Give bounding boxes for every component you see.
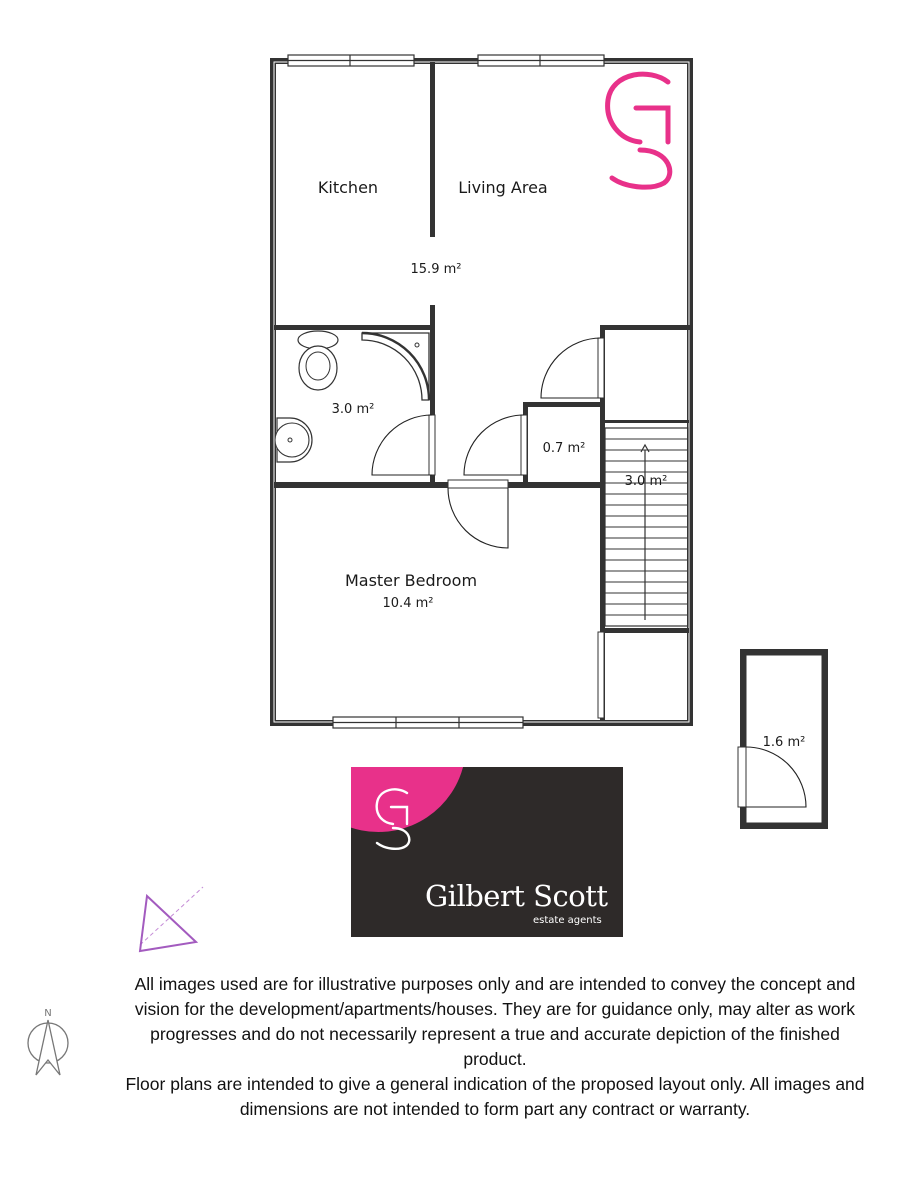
staircase <box>605 428 688 626</box>
living-area-size: 15.9 m² <box>410 262 462 277</box>
store-room-size: 1.6 m² <box>762 735 806 750</box>
bathroom-fixtures <box>275 331 429 462</box>
bathroom-size: 3.0 m² <box>331 402 375 417</box>
disclaimer-paragraph-2: Floor plans are intended to give a general indication of the proposed layout only. All images and dimensions are not intended to form part any contract or warranty. <box>125 1074 865 1119</box>
gs-monogram-watermark <box>608 74 670 187</box>
compass-north-label: N <box>44 1008 52 1019</box>
master-bedroom-label: Master Bedroom <box>344 571 478 590</box>
windows <box>288 55 604 728</box>
master-bedroom-size: 10.4 m² <box>382 596 434 611</box>
cupboard-size: 0.7 m² <box>542 441 586 456</box>
compass-icon <box>28 1008 68 1075</box>
living-area-label: Living Area <box>458 178 548 197</box>
orientation-marker-icon <box>140 887 203 951</box>
disclaimer-text <box>120 972 870 1122</box>
doors <box>372 338 604 718</box>
interior-walls <box>274 62 690 720</box>
stairs-size: 3.0 m² <box>624 474 668 489</box>
gs-monogram-icon <box>371 787 431 857</box>
company-logo <box>351 767 623 937</box>
company-name: Gilbert Scott <box>425 879 608 913</box>
kitchen-label: Kitchen <box>317 178 379 197</box>
disclaimer-paragraph-1: All images used are for illustrative purposes only and are intended to convey the concept and vision for the development/apartments/houses. They are for guidance only, may alter as work progresses and do not necessarily represent a true and accurate depiction of the finished product. <box>134 974 856 1069</box>
company-tagline: estate agents <box>533 915 602 926</box>
